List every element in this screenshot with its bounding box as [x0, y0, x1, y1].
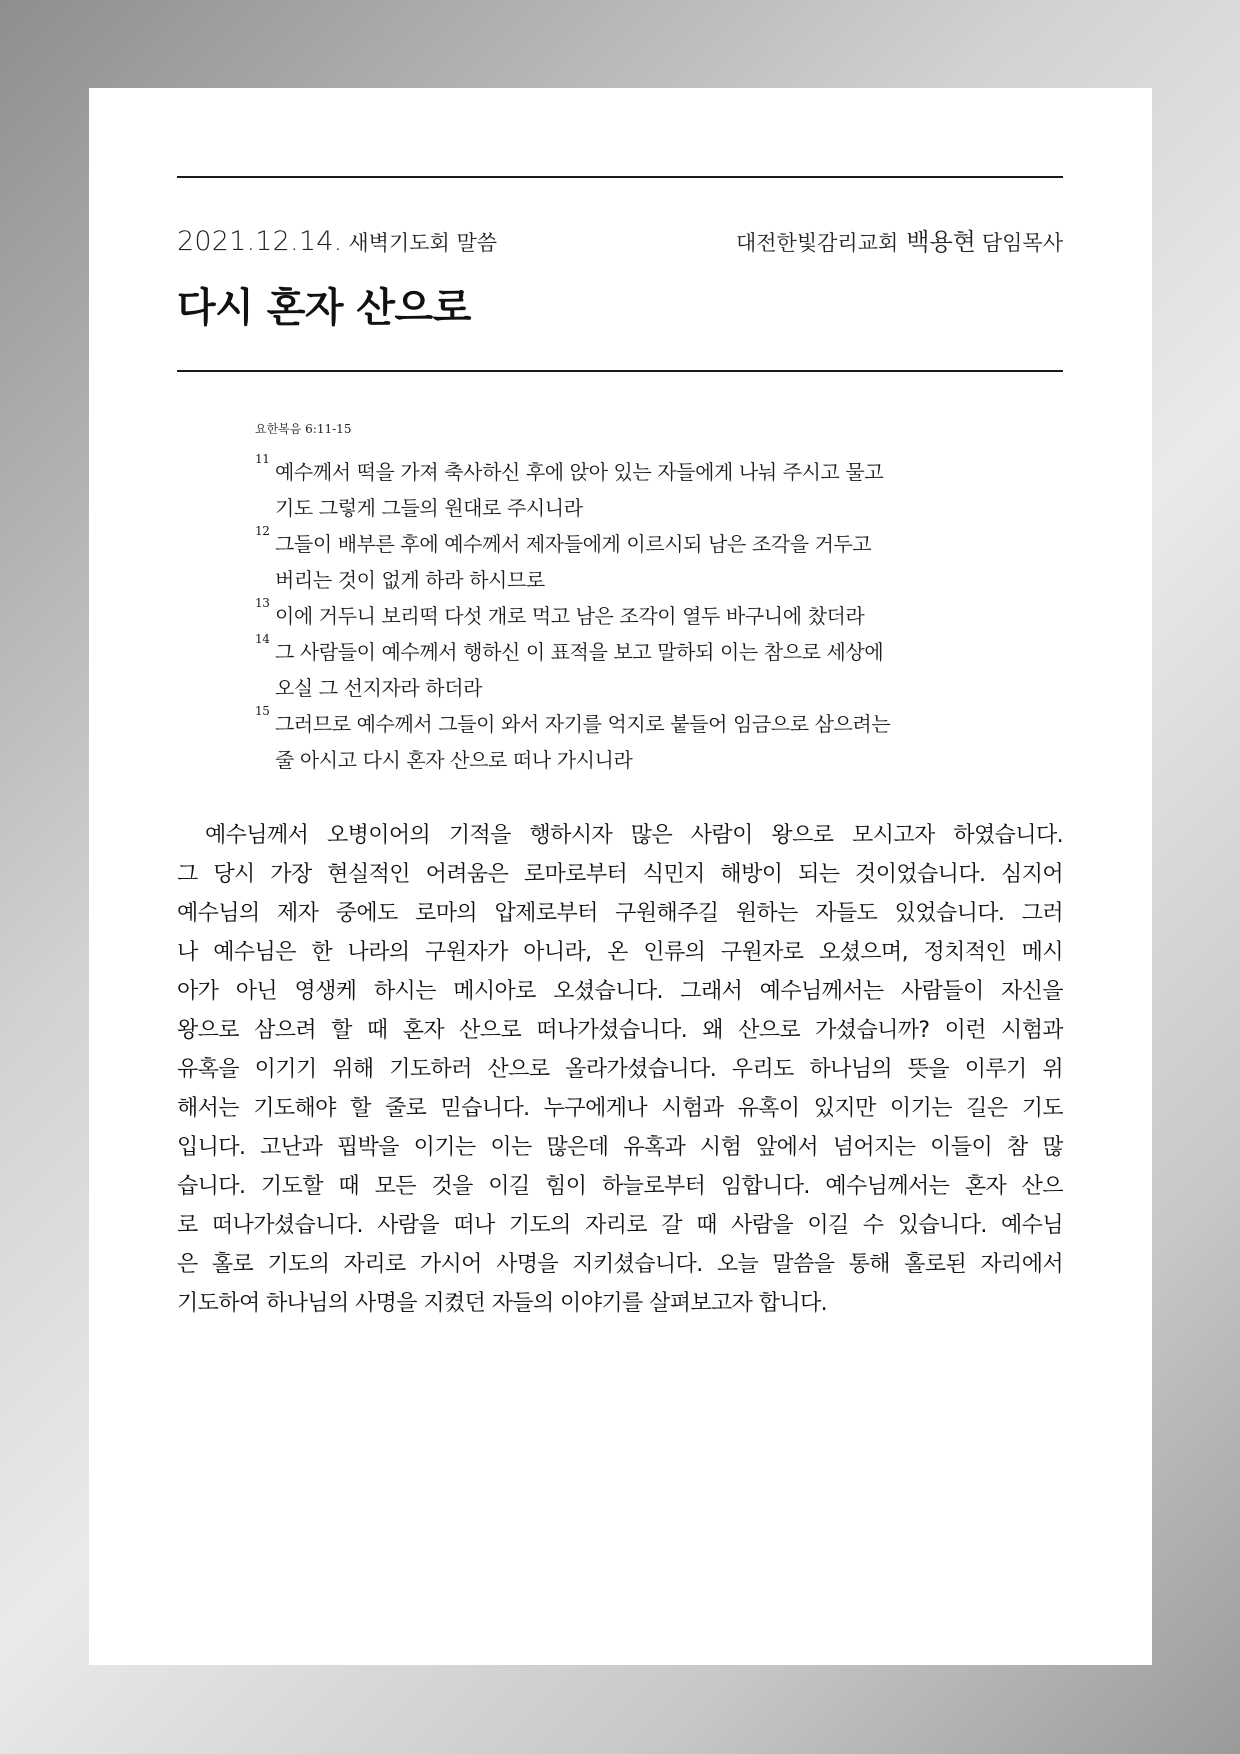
body-line: 나 예수님은 한 나라의 구원자가 아니라, 온 인류의 구원자로 오셨으며, 정치적인 메시 — [177, 940, 1063, 965]
body-line: 예수님의 제자 중에도 로마의 압제로부터 구원해주길 원하는 자들도 있었습니다. 그러 — [177, 901, 1063, 926]
verse-number: 13 — [255, 596, 270, 610]
body-line: 은 홀로 기도의 자리로 가시어 사명을 지키셨습니다. 오늘 말씀을 통해 홀로된 자리에서 — [177, 1252, 1063, 1277]
body-line: 왕으로 삼으려 할 때 혼자 산으로 떠나가셨습니다. 왜 산으로 가셨습니까? 이런 시험과 — [177, 1018, 1063, 1043]
verse-line — [255, 634, 987, 670]
verse-text: 오실 그 선지자라 하더라 — [275, 676, 483, 700]
verse-line — [255, 670, 987, 706]
body-line: 입니다. 고난과 핍박을 이기는 이는 많은데 유혹과 시험 앞에서 넘어지는 이들이 참 많 — [177, 1135, 1063, 1160]
verse-line — [255, 706, 987, 742]
sermon-title: 다시 혼자 산으로 — [177, 285, 471, 331]
pastor-name: 백용현 — [906, 228, 976, 256]
body-line: 해서는 기도해야 할 줄로 믿습니다. 누구에게나 시험과 유혹이 있지만 이기는 길은 기도 — [177, 1096, 1063, 1121]
date-service — [177, 226, 497, 257]
verse-text: 기도 그렇게 그들의 원대로 주시니라 — [275, 496, 583, 520]
verse — [255, 706, 987, 778]
verse — [255, 454, 987, 526]
body-line: 그 당시 가장 현실적인 어려움은 로마로부터 식민지 해방이 되는 것이었습니다. 심지어 — [177, 862, 1063, 887]
page-content — [177, 176, 1063, 1323]
sermon-body — [177, 816, 1063, 1323]
sermon-date: 2021.12.14. — [177, 226, 343, 257]
top-rule — [177, 176, 1063, 178]
verse-line — [255, 490, 987, 526]
body-line: 예수님께서 오병이어의 기적을 행하시자 많은 사람이 왕으로 모시고자 하였습니다. — [205, 823, 1063, 848]
document-page — [89, 88, 1152, 1665]
body-line: 아가 아닌 영생케 하시는 메시아로 오셨습니다. 그래서 예수님께서는 사람들이 자신을 — [177, 979, 1063, 1004]
verse-text: 버리는 것이 없게 하라 하시므로 — [275, 568, 545, 592]
verse-line — [255, 454, 987, 490]
header-meta — [177, 222, 1063, 256]
body-line: 기도하여 하나님의 사명을 지켰던 자들의 이야기를 살펴보고자 합니다. — [177, 1291, 828, 1316]
verse-line — [255, 742, 987, 778]
body-line: 로 떠나가셨습니다. 사람을 떠나 기도의 자리로 갈 때 사람을 이길 수 있습니다. 예수님 — [177, 1213, 1063, 1238]
verse-number: 14 — [255, 632, 270, 646]
verse-text: 이에 거두니 보리떡 다섯 개로 먹고 남은 조각이 열두 바구니에 찼더라 — [275, 604, 865, 628]
church-name: 대전한빛감리교회 — [735, 231, 899, 255]
verse — [255, 634, 987, 706]
verse-number: 11 — [255, 452, 270, 466]
verse-list — [255, 454, 987, 778]
pastor-title: 담임목사 — [981, 231, 1063, 255]
body-line: 유혹을 이기기 위해 기도하러 산으로 올라가셨습니다. 우리도 하나님의 뜻을 이루기 위 — [177, 1057, 1063, 1082]
verse-number: 15 — [255, 704, 270, 718]
verse-line — [255, 562, 987, 598]
scripture-reference: 요한복음 6:11-15 — [255, 422, 352, 436]
service-name: 새벽기도회 말씀 — [348, 231, 498, 255]
verse — [255, 526, 987, 598]
scripture-block — [255, 420, 987, 778]
verse-text: 그러므로 예수께서 그들이 와서 자기를 억지로 붙들어 임금으로 삼으려는 — [275, 712, 891, 736]
verse — [255, 598, 987, 634]
verse-number: 12 — [255, 524, 270, 538]
verse-line — [255, 526, 987, 562]
bottom-rule — [177, 370, 1063, 372]
body-line: 습니다. 기도할 때 모든 것을 이길 힘이 하늘로부터 임합니다. 예수님께서는 혼자 산으 — [177, 1174, 1063, 1199]
verse-text: 그들이 배부른 후에 예수께서 제자들에게 이르시되 남은 조각을 거두고 — [275, 532, 872, 556]
verse-text: 줄 아시고 다시 혼자 산으로 떠나 가시니라 — [275, 748, 633, 772]
verse-text: 그 사람들이 예수께서 행하신 이 표적을 보고 말하되 이는 참으로 세상에 — [275, 640, 884, 664]
church-pastor — [736, 222, 1063, 257]
verse-text: 예수께서 떡을 가져 축사하신 후에 앉아 있는 자들에게 나눠 주시고 물고 — [275, 460, 884, 484]
verse-line — [255, 598, 987, 634]
